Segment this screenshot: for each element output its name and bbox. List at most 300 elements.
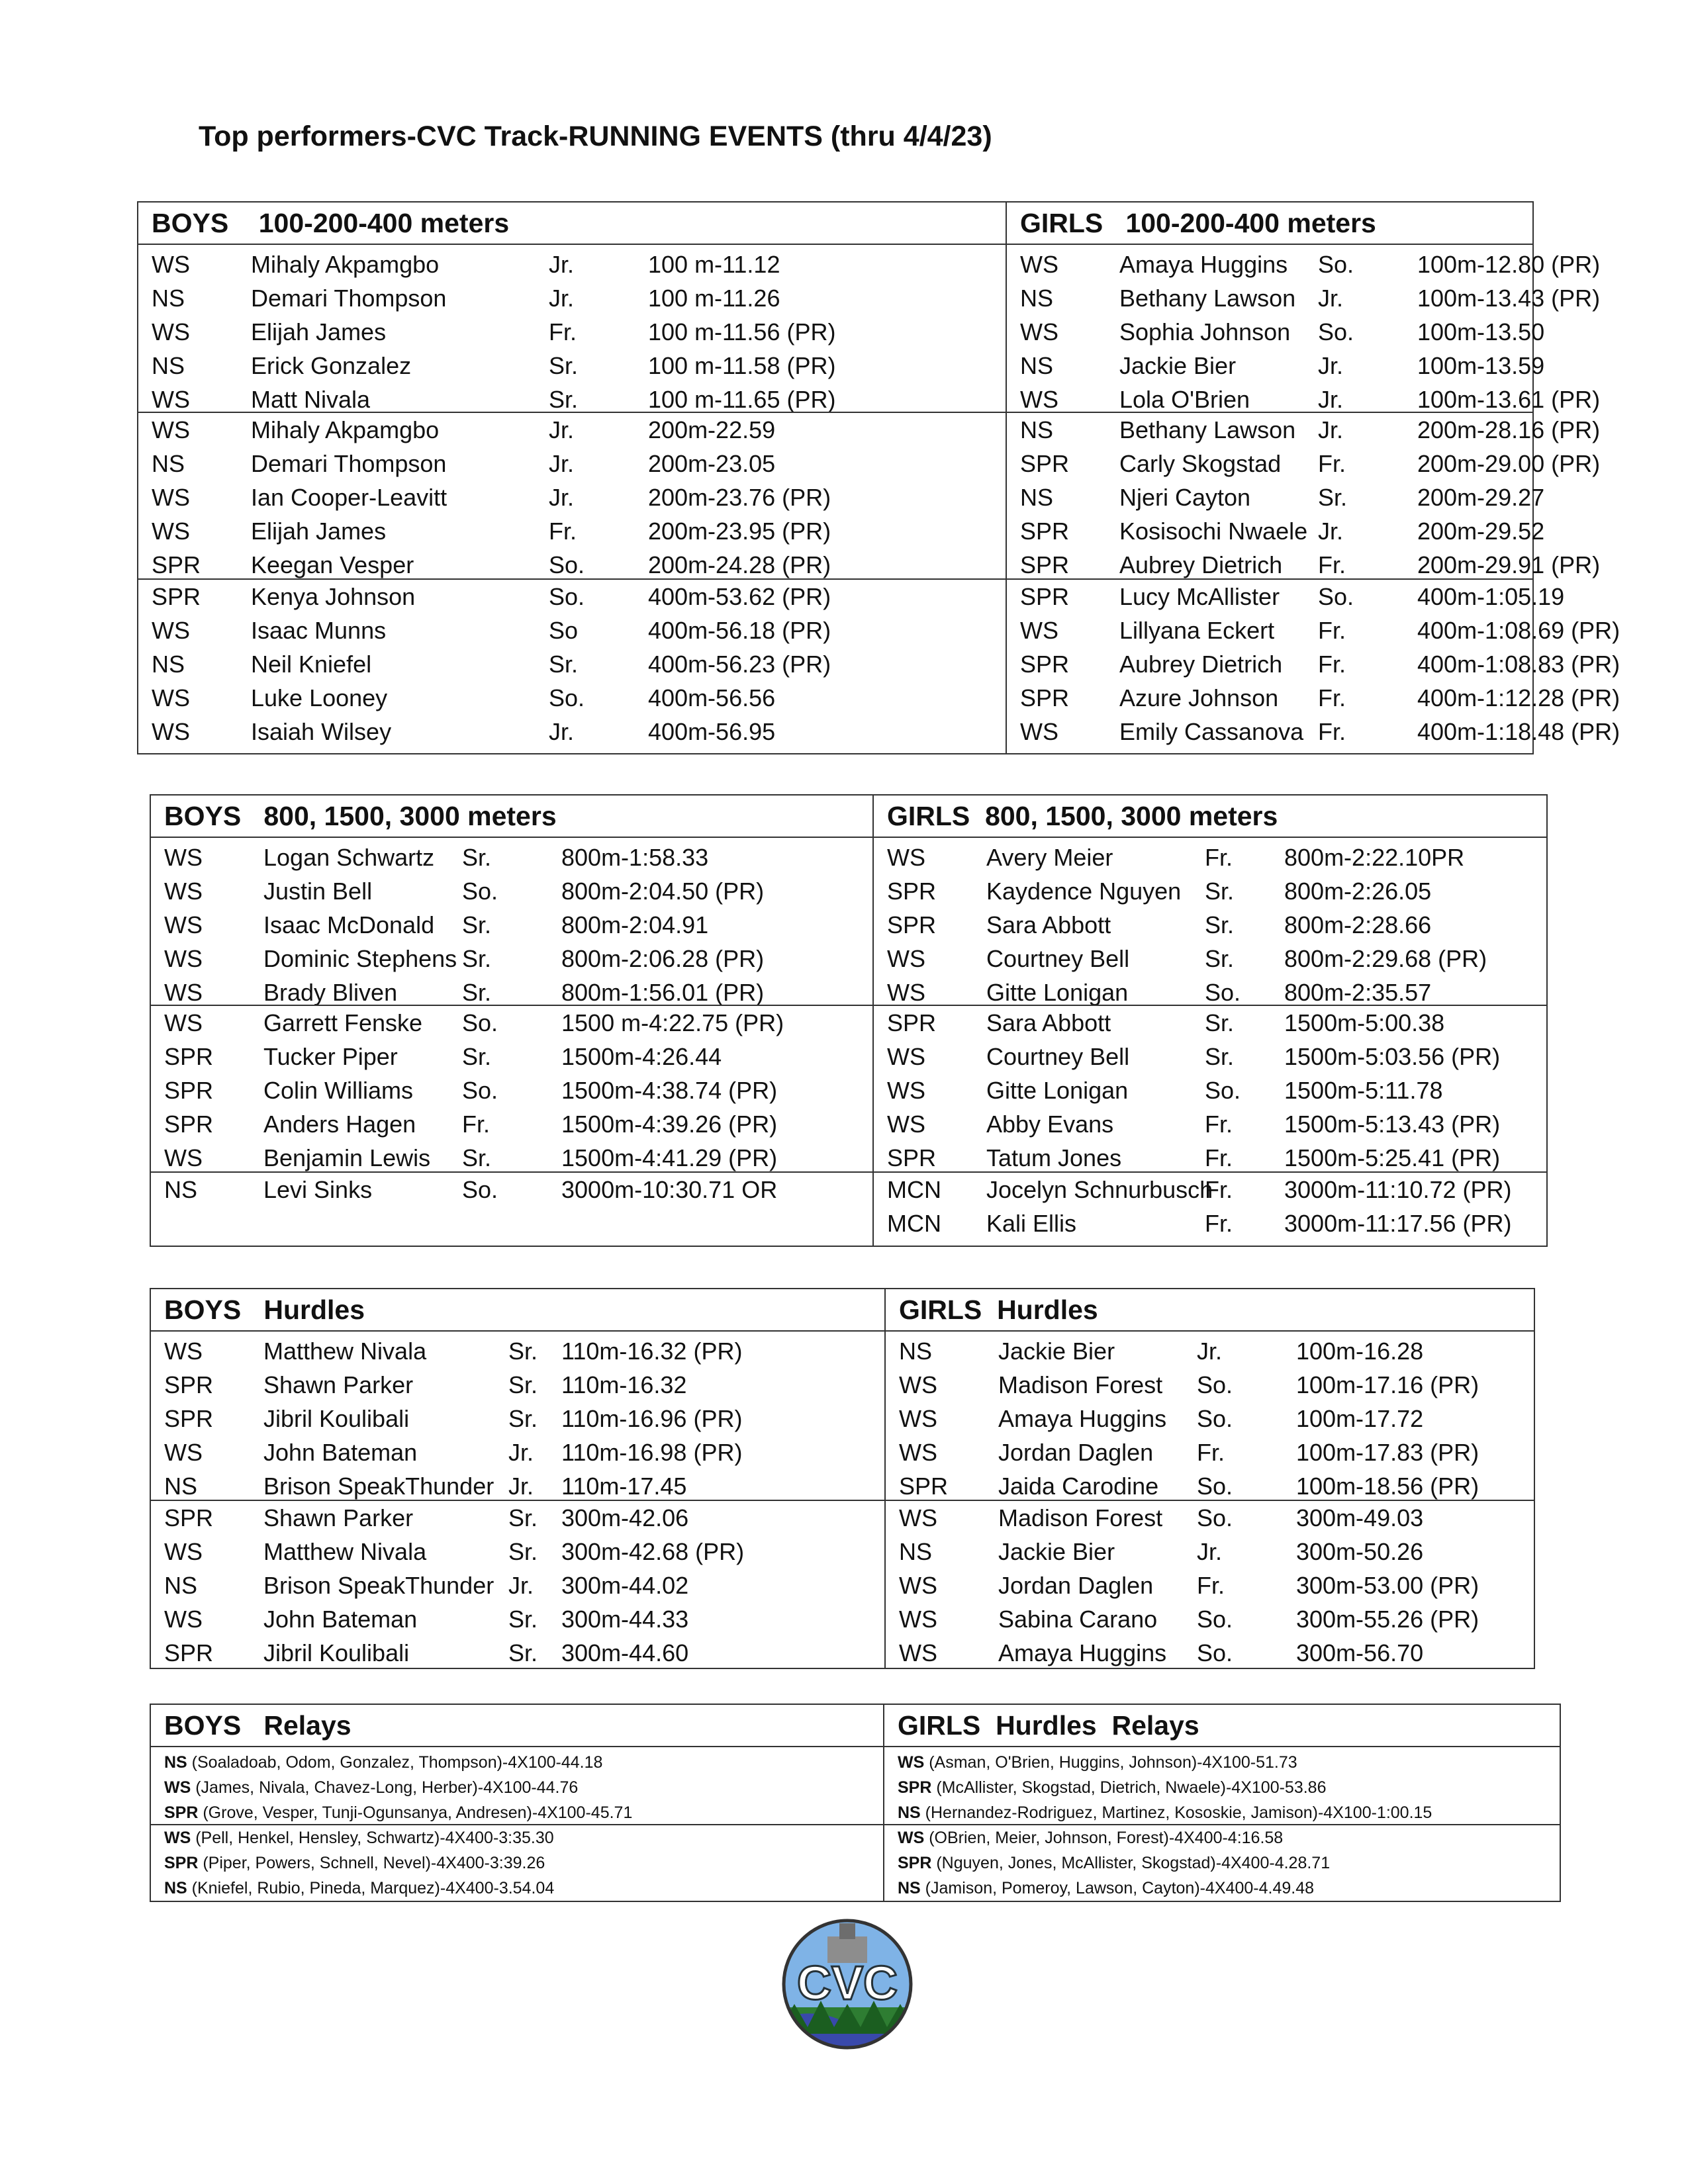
result-school: WS [899, 1405, 937, 1432]
result-grade: Sr. [1318, 484, 1348, 511]
result-grade: Jr. [1318, 518, 1344, 545]
result-grade: Fr. [1205, 1210, 1233, 1237]
result-row [1007, 315, 1545, 349]
relays-boys-group [151, 1750, 883, 1825]
result-athlete: Bethany Lawson [1119, 285, 1296, 312]
result-grade: Fr. [462, 1111, 490, 1138]
hurdles-boys-group [151, 1334, 884, 1503]
result-mark: 800m-2:04.50 (PR) [561, 878, 765, 905]
hurdles-boys-column [151, 1289, 884, 1668]
result-mark: 200m-29.52 [1417, 518, 1545, 545]
result-row [138, 647, 1006, 681]
result-school: WS [164, 1439, 203, 1466]
sprints-girls-column [1006, 203, 1620, 753]
relays-girls-header: GIRLS Hurdles Relays [884, 1705, 1560, 1747]
result-mark: 200m-29.91 (PR) [1417, 551, 1601, 578]
result-athlete: Dominic Stephens [263, 945, 457, 972]
result-school: SPR [152, 583, 201, 610]
result-grade: Sr. [1205, 945, 1235, 972]
result-row [874, 1173, 1546, 1206]
result-athlete: Azure Johnson [1119, 684, 1279, 711]
result-grade: So. [549, 583, 585, 610]
result-grade: Sr. [462, 1043, 492, 1070]
result-athlete: Jocelyn Schnurbusch [986, 1176, 1213, 1203]
result-row [151, 1107, 872, 1141]
result-row [151, 1636, 884, 1670]
relay-row [151, 1850, 883, 1876]
result-grade: Jr. [549, 285, 575, 312]
result-row [138, 514, 1006, 548]
result-row [151, 1040, 872, 1073]
result-row [138, 447, 1006, 480]
result-mark: 300m-49.03 [1296, 1504, 1424, 1531]
relay-result: (Kniefel, Rubio, Pineda, Marquez)-4X400-3.54.04 [187, 1879, 555, 1897]
result-grade: Jr. [549, 450, 575, 477]
result-grade: Fr. [1205, 1176, 1233, 1203]
result-athlete: Njeri Cayton [1119, 484, 1251, 511]
result-mark: 100m-13.43 (PR) [1417, 285, 1601, 312]
result-row [138, 715, 1006, 749]
relay-row [884, 1850, 1560, 1876]
result-school: SPR [164, 1043, 214, 1070]
result-mark: 300m-42.68 (PR) [561, 1538, 745, 1565]
result-mark: 400m-1:08.69 (PR) [1417, 617, 1620, 644]
result-athlete: Shawn Parker [263, 1371, 414, 1398]
result-mark: 800m-2:22.10PR [1284, 844, 1465, 871]
result-row [886, 1569, 1534, 1602]
result-athlete: Logan Schwartz [263, 844, 435, 871]
result-mark: 100 m-11.26 [648, 285, 780, 312]
result-row [1007, 647, 1620, 681]
relay-row [151, 1876, 883, 1901]
result-mark: 100 m-11.65 (PR) [648, 386, 836, 413]
result-row [886, 1501, 1534, 1535]
sprints-boys-group [138, 412, 1006, 582]
relays-girls-group [884, 1824, 1560, 1901]
result-school: WS [1020, 617, 1058, 644]
result-school: WS [152, 251, 190, 278]
result-school: MCN [887, 1176, 941, 1203]
result-athlete: Brison SpeakThunder [263, 1572, 494, 1599]
result-athlete: Keegan Vesper [251, 551, 414, 578]
relay-school: NS [164, 1879, 187, 1897]
result-mark: 1500m-5:13.43 (PR) [1284, 1111, 1501, 1138]
result-mark: 110m-16.32 (PR) [561, 1338, 743, 1365]
result-athlete: Isaac Munns [251, 617, 387, 644]
result-row [1007, 548, 1601, 582]
result-mark: 800m-2:28.66 [1284, 911, 1432, 938]
result-athlete: Matthew Nivala [263, 1338, 427, 1365]
result-athlete: Abby Evans [986, 1111, 1114, 1138]
result-mark: 200m-29.00 (PR) [1417, 450, 1601, 477]
result-school: WS [887, 1077, 925, 1104]
result-mark: 300m-50.26 [1296, 1538, 1424, 1565]
result-grade: Jr. [508, 1572, 534, 1599]
relay-row [151, 1750, 883, 1775]
result-school: NS [152, 352, 185, 379]
result-row [138, 614, 1006, 647]
result-row [886, 1535, 1534, 1569]
result-athlete: Brison SpeakThunder [263, 1473, 494, 1500]
result-grade: Sr. [508, 1371, 538, 1398]
result-grade: Sr. [1205, 878, 1235, 905]
result-grade: Jr. [1318, 285, 1344, 312]
result-athlete: Justin Bell [263, 878, 373, 905]
hurdles-girls-column [884, 1289, 1534, 1668]
result-school: WS [164, 844, 203, 871]
result-mark: 100m-13.59 [1417, 352, 1545, 379]
result-school: WS [1020, 718, 1058, 745]
result-grade: Jr. [1318, 416, 1344, 443]
result-school: WS [887, 1111, 925, 1138]
result-athlete: Jordan Daglen [998, 1572, 1154, 1599]
result-school: WS [899, 1504, 937, 1531]
result-grade: So. [1318, 583, 1354, 610]
result-row [151, 1402, 884, 1435]
distance-boys-group [151, 1005, 872, 1175]
result-row [874, 1006, 1546, 1040]
result-athlete: Sophia Johnson [1119, 318, 1291, 345]
relay-school: WS [898, 1829, 925, 1847]
distance-boys-column [151, 796, 872, 1246]
result-athlete: Courtney Bell [986, 1043, 1130, 1070]
result-grade: Fr. [1318, 718, 1346, 745]
result-athlete: Lola O'Brien [1119, 386, 1250, 413]
result-athlete: Jackie Bier [1119, 352, 1237, 379]
relay-school: WS [898, 1753, 925, 1772]
result-mark: 200m-23.95 (PR) [648, 518, 831, 545]
result-school: WS [899, 1371, 937, 1398]
result-grade: Sr. [549, 386, 579, 413]
result-grade: Jr. [549, 251, 575, 278]
result-athlete: Amaya Huggins [1119, 251, 1288, 278]
result-athlete: Kenya Johnson [251, 583, 416, 610]
relay-school: WS [164, 1778, 191, 1797]
result-school: SPR [1020, 551, 1070, 578]
result-school: SPR [887, 1144, 937, 1171]
result-grade: Jr. [508, 1473, 534, 1500]
result-grade: Jr. [1197, 1538, 1223, 1565]
result-row [1007, 447, 1601, 480]
hurdles-section [150, 1288, 1535, 1669]
result-school: NS [899, 1538, 933, 1565]
relay-result: (Asman, O'Brien, Huggins, Johnson)-4X100-51.73 [924, 1753, 1297, 1772]
distance-girls-group [874, 1171, 1546, 1240]
relay-row [884, 1876, 1560, 1901]
result-row [151, 1006, 872, 1040]
relay-result: (Pell, Henkel, Hensley, Schwartz)-4X400-3:35.30 [191, 1829, 554, 1847]
sprints-section [137, 201, 1620, 754]
result-row [886, 1334, 1534, 1368]
result-mark: 300m-44.33 [561, 1606, 689, 1633]
result-mark: 100m-17.83 (PR) [1296, 1439, 1479, 1466]
result-mark: 110m-16.96 (PR) [561, 1405, 743, 1432]
result-school: SPR [164, 1639, 214, 1666]
result-row [874, 1141, 1546, 1175]
result-school: SPR [887, 878, 937, 905]
result-athlete: Amaya Huggins [998, 1639, 1167, 1666]
relay-school: NS [164, 1753, 187, 1772]
result-school: WS [899, 1639, 937, 1666]
result-row [1007, 281, 1601, 315]
result-school: WS [164, 1338, 203, 1365]
result-athlete: Sara Abbott [986, 911, 1111, 938]
distance-girls-group [874, 841, 1546, 1009]
sprints-girls-group [1007, 248, 1601, 416]
result-athlete: Anders Hagen [263, 1111, 416, 1138]
relay-result: (Piper, Powers, Schnell, Nevel)-4X400-3:39.26 [198, 1854, 545, 1872]
result-row [138, 315, 1006, 349]
result-school: WS [164, 878, 203, 905]
result-mark: 110m-17.45 [561, 1473, 687, 1500]
relays-boys-group [151, 1824, 883, 1901]
result-row [1007, 715, 1620, 749]
result-athlete: Madison Forest [998, 1504, 1163, 1531]
result-mark: 800m-2:29.68 (PR) [1284, 945, 1487, 972]
result-grade: So. [1205, 979, 1241, 1006]
result-row [1007, 480, 1545, 514]
result-grade: So. [462, 1077, 498, 1104]
result-school: SPR [164, 1077, 214, 1104]
result-row [1007, 580, 1565, 614]
result-mark: 400m-56.23 (PR) [648, 651, 831, 678]
result-mark: 400m-1:08.83 (PR) [1417, 651, 1620, 678]
relay-row [151, 1800, 883, 1825]
result-row [138, 580, 1006, 614]
result-athlete: John Bateman [263, 1606, 418, 1633]
result-athlete: Demari Thompson [251, 285, 447, 312]
result-row [1007, 413, 1601, 447]
result-grade: So. [1197, 1473, 1233, 1500]
result-mark: 800m-1:58.33 [561, 844, 709, 871]
result-mark: 200m-29.27 [1417, 484, 1545, 511]
relay-school: SPR [898, 1778, 932, 1797]
result-mark: 100m-18.56 (PR) [1296, 1473, 1479, 1500]
result-mark: 1500m-5:25.41 (PR) [1284, 1144, 1501, 1171]
result-mark: 800m-2:04.91 [561, 911, 709, 938]
result-grade: So [549, 617, 579, 644]
result-school: WS [164, 1144, 203, 1171]
result-school: WS [152, 484, 190, 511]
result-athlete: Gitte Lonigan [986, 1077, 1129, 1104]
result-athlete: Sabina Carano [998, 1606, 1158, 1633]
result-school: NS [1020, 484, 1054, 511]
result-school: WS [152, 518, 190, 545]
result-mark: 100m-13.61 (PR) [1417, 386, 1601, 413]
relay-row [884, 1800, 1560, 1825]
result-grade: So. [549, 551, 585, 578]
result-mark: 400m-56.18 (PR) [648, 617, 831, 644]
result-athlete: Jackie Bier [998, 1338, 1115, 1365]
relays-girls-group [884, 1750, 1560, 1825]
result-row [151, 841, 872, 874]
relay-result: (Hernandez-Rodriguez, Martinez, Kososkie, Jamison)-4X100-1:00.15 [920, 1803, 1432, 1822]
result-row [874, 1040, 1546, 1073]
hurdles-girls-group [886, 1500, 1534, 1670]
result-school: NS [164, 1176, 198, 1203]
result-school: WS [887, 979, 925, 1006]
result-athlete: Levi Sinks [263, 1176, 373, 1203]
result-school: WS [899, 1606, 937, 1633]
result-athlete: Kaydence Nguyen [986, 878, 1182, 905]
result-row [151, 1334, 884, 1368]
result-school: SPR [152, 551, 201, 578]
result-row [138, 413, 1006, 447]
result-school: MCN [887, 1210, 941, 1237]
result-row [151, 1368, 884, 1402]
result-grade: Jr. [1318, 386, 1344, 413]
result-athlete: Brady Bliven [263, 979, 398, 1006]
result-grade: Sr. [549, 651, 579, 678]
result-row [886, 1435, 1534, 1469]
result-row [138, 349, 1006, 383]
result-mark: 300m-44.02 [561, 1572, 689, 1599]
result-grade: Fr. [1318, 684, 1346, 711]
result-athlete: Courtney Bell [986, 945, 1130, 972]
result-row [151, 1141, 872, 1175]
result-athlete: Tatum Jones [986, 1144, 1122, 1171]
result-athlete: Aubrey Dietrich [1119, 551, 1283, 578]
result-grade: Jr. [549, 484, 575, 511]
result-athlete: John Bateman [263, 1439, 418, 1466]
relay-school: SPR [164, 1803, 199, 1822]
hurdles-boys-group [151, 1500, 884, 1670]
result-school: SPR [1020, 450, 1070, 477]
relay-result: (Grove, Vesper, Tunji-Ogunsanya, Andresen)-4X100-45.71 [198, 1803, 633, 1822]
result-athlete: Sara Abbott [986, 1009, 1111, 1036]
result-grade: Sr. [508, 1538, 538, 1565]
result-school: WS [164, 1009, 203, 1036]
result-row [874, 908, 1546, 942]
relay-school: SPR [164, 1854, 199, 1872]
result-athlete: Mihaly Akpamgbo [251, 251, 440, 278]
result-row [151, 1501, 884, 1535]
result-school: SPR [164, 1111, 214, 1138]
result-mark: 400m-56.95 [648, 718, 776, 745]
result-athlete: Aubrey Dietrich [1119, 651, 1283, 678]
cvc-logo [781, 1918, 914, 2050]
result-mark: 100m-12.80 (PR) [1417, 251, 1601, 278]
result-mark: 300m-53.00 (PR) [1296, 1572, 1479, 1599]
result-row [138, 548, 1006, 582]
result-row [886, 1602, 1534, 1636]
result-mark: 100m-17.16 (PR) [1296, 1371, 1479, 1398]
result-grade: Sr. [508, 1639, 538, 1666]
result-grade: Fr. [1197, 1572, 1225, 1599]
result-grade: So. [549, 684, 585, 711]
result-grade: Jr. [1197, 1338, 1223, 1365]
result-athlete: Benjamin Lewis [263, 1144, 431, 1171]
relay-result: (Jamison, Pomeroy, Lawson, Cayton)-4X400-4.49.48 [920, 1879, 1315, 1897]
result-row [138, 480, 1006, 514]
distance-boys-group [151, 841, 872, 1009]
result-mark: 110m-16.98 (PR) [561, 1439, 743, 1466]
result-row [151, 908, 872, 942]
result-athlete: Carly Skogstad [1119, 450, 1282, 477]
result-grade: Fr. [549, 518, 577, 545]
result-mark: 400m-1:05.19 [1417, 583, 1565, 610]
result-mark: 400m-1:12.28 (PR) [1417, 684, 1620, 711]
result-mark: 100 m-11.56 (PR) [648, 318, 836, 345]
result-mark: 800m-2:06.28 (PR) [561, 945, 765, 972]
result-row [874, 874, 1546, 908]
result-school: SPR [1020, 684, 1070, 711]
distance-girls-group [874, 1005, 1546, 1175]
result-grade: Jr. [508, 1439, 534, 1466]
relay-school: WS [164, 1829, 191, 1847]
result-row [151, 1602, 884, 1636]
result-mark: 1500m-4:38.74 (PR) [561, 1077, 778, 1104]
result-athlete: Tucker Piper [263, 1043, 398, 1070]
result-row [886, 1402, 1534, 1435]
result-row [874, 1073, 1546, 1107]
result-grade: So. [1197, 1371, 1233, 1398]
result-athlete: Emily Cassanova [1119, 718, 1304, 745]
result-school: SPR [164, 1405, 214, 1432]
result-grade: Sr. [1205, 1009, 1235, 1036]
result-school: WS [152, 386, 190, 413]
result-school: WS [152, 718, 190, 745]
sprints-boys-group [138, 578, 1006, 749]
result-athlete: Ian Cooper-Leavitt [251, 484, 447, 511]
relay-school: NS [898, 1803, 921, 1822]
relay-result: (Soaladoab, Odom, Gonzalez, Thompson)-4X100-44.18 [187, 1753, 603, 1772]
sprints-girls-group [1007, 412, 1601, 582]
relays-boys-column [151, 1705, 883, 1901]
result-grade: Fr. [1197, 1439, 1225, 1466]
result-row [151, 1569, 884, 1602]
result-school: NS [1020, 352, 1054, 379]
result-mark: 1500m-5:11.78 [1284, 1077, 1443, 1104]
result-athlete: Lucy McAllister [1119, 583, 1280, 610]
result-mark: 200m-23.05 [648, 450, 776, 477]
result-athlete: Garrett Fenske [263, 1009, 423, 1036]
result-grade: So. [1197, 1606, 1233, 1633]
result-row [886, 1368, 1534, 1402]
relay-row [151, 1825, 883, 1850]
result-row [151, 1073, 872, 1107]
relay-school: NS [898, 1879, 921, 1897]
result-mark: 400m-56.56 [648, 684, 776, 711]
result-row [151, 1173, 872, 1206]
result-row [874, 942, 1546, 976]
result-grade: So. [462, 878, 498, 905]
sprints-boys-group [138, 248, 1006, 416]
result-mark: 800m-2:35.57 [1284, 979, 1432, 1006]
result-mark: 800m-1:56.01 (PR) [561, 979, 765, 1006]
result-school: WS [899, 1572, 937, 1599]
result-grade: Jr. [549, 718, 575, 745]
relay-result: (Nguyen, Jones, McAllister, Skogstad)-4X400-4.28.71 [931, 1854, 1331, 1872]
result-grade: Fr. [1205, 1111, 1233, 1138]
result-grade: Sr. [462, 1144, 492, 1171]
result-mark: 100 m-11.12 [648, 251, 780, 278]
result-school: WS [164, 945, 203, 972]
result-school: NS [152, 285, 185, 312]
result-mark: 200m-22.59 [648, 416, 776, 443]
result-school: WS [1020, 386, 1058, 413]
result-athlete: Jaida Carodine [998, 1473, 1159, 1500]
result-row [151, 1435, 884, 1469]
sprints-boys-header: BOYS 100-200-400 meters [138, 203, 1006, 245]
result-row [886, 1469, 1534, 1503]
result-grade: Jr. [549, 416, 575, 443]
result-mark: 200m-24.28 (PR) [648, 551, 831, 578]
result-athlete: Matt Nivala [251, 386, 371, 413]
result-grade: Fr. [1205, 1144, 1233, 1171]
result-school: NS [1020, 285, 1054, 312]
result-grade: So. [1318, 251, 1354, 278]
